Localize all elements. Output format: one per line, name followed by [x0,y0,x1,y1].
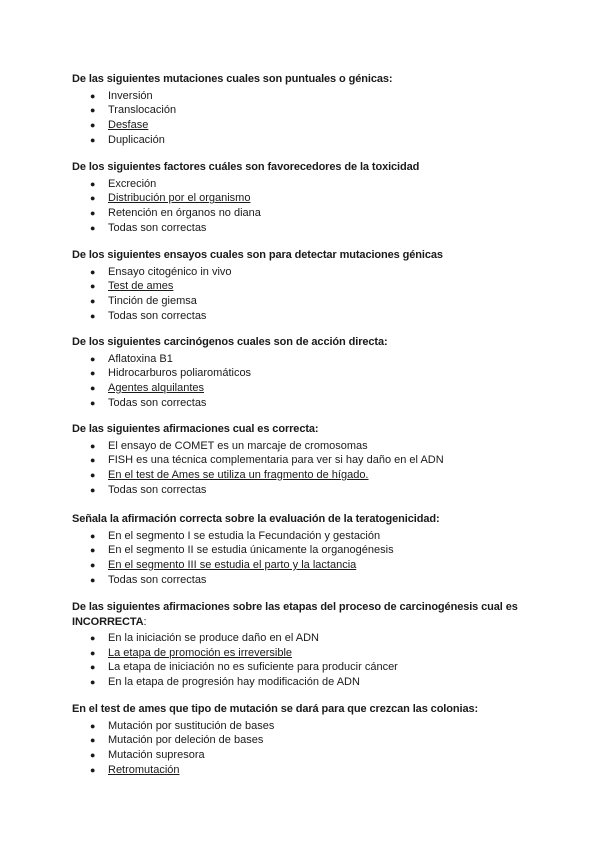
bullet-icon: ● [90,484,96,495]
option-list [72,352,532,411]
question-2 [72,160,532,235]
bullet-icon: ● [90,545,96,556]
option-item [72,543,532,558]
option-list [72,631,532,690]
bullet-icon: ● [90,105,96,116]
option-list [72,265,532,324]
option-item [72,439,532,454]
option-item [72,177,532,192]
option-text: Desfase [108,118,149,131]
bullet-icon: ● [90,469,96,480]
option-item-correct [72,279,532,294]
option-list [72,719,532,778]
question-title-tail: : [143,615,147,628]
option-text: Hidrocarburos poliaromáticos [108,367,252,380]
question-6 [72,512,532,587]
option-text: Agentes alquilantes [108,381,205,394]
option-item-correct [72,558,532,573]
question-title: De los siguientes factores cuáles son favorecedores de la toxicidad [72,161,420,173]
bullet-icon: ● [90,119,96,130]
question-title [72,600,532,629]
question-1 [72,72,532,147]
option-text: Duplicación [108,133,165,146]
bullet-icon: ● [90,735,96,746]
bullet-icon: ● [90,353,96,364]
option-text: Ensayo citogénico in vivo [108,265,232,278]
option-item [72,396,532,411]
bullet-icon: ● [90,207,96,218]
option-item [72,631,532,646]
question-title: De los siguientes carcinógenos cuales son de acción directa: [72,336,388,348]
question-7 [72,600,532,690]
option-item [72,352,532,367]
option-item [72,660,532,675]
option-item [72,294,532,309]
option-text: En el segmento II se estudia únicamente la organogénesis [108,544,394,557]
bullet-icon: ● [90,266,96,277]
option-item [72,675,532,690]
bullet-icon: ● [90,677,96,688]
option-item-correct [72,468,532,483]
option-text: Todas son correctas [108,221,207,234]
option-text: En la etapa de progresión hay modificación de ADN [108,676,360,689]
option-text: Test de ames [108,280,174,293]
option-item [72,573,532,588]
bullet-icon: ● [90,662,96,673]
bullet-icon: ● [90,749,96,760]
option-text: La etapa de iniciación no es suficiente para producir cáncer [108,661,398,674]
option-item [72,748,532,763]
option-text: El ensayo de COMET es un marcaje de cromosomas [108,439,368,452]
option-text: FISH es una técnica complementaria para ver si hay daño en el ADN [108,454,444,467]
option-text: Excreción [108,177,157,190]
option-item [72,453,532,468]
option-text: En el segmento I se estudia la Fecundación y gestación [108,529,381,542]
option-text: Aflatoxina B1 [108,352,173,365]
bullet-icon: ● [90,310,96,321]
bullet-icon: ● [90,720,96,731]
option-item [72,103,532,118]
question-4 [72,335,532,410]
option-item [72,733,532,748]
option-text: En el test de Ames se utiliza un fragmento de hígado. [108,468,369,481]
option-item [72,265,532,280]
option-text: Retromutación [108,763,180,776]
bullet-icon: ● [90,455,96,466]
question-title-text: De las siguientes afirmaciones sobre las etapas del proceso de carcinogénesis cual es INCORRECTA [72,601,518,628]
option-text: Mutación supresora [108,748,205,761]
option-text: La etapa de promoción es irreversible [108,646,293,659]
option-text: Distribución por el organismo [108,192,251,205]
option-item [72,309,532,324]
option-text: Retención en órganos no diana [108,206,261,219]
option-item [72,719,532,734]
bullet-icon: ● [90,281,96,292]
bullet-icon: ● [90,559,96,570]
option-text: Todas son correctas [108,483,207,496]
bullet-icon: ● [90,647,96,658]
option-list [72,439,532,498]
option-text: En la iniciación se produce daño en el ADN [108,632,319,644]
bullet-icon: ● [90,382,96,393]
bullet-icon: ● [90,633,96,643]
bullet-icon: ● [90,397,96,408]
question-title: Señala la afirmación correcta sobre la evaluación de la teratogenicidad: [72,513,440,525]
question-title: De los siguientes ensayos cuales son para detectar mutaciones génicas [72,249,443,261]
option-item [72,206,532,221]
option-item-correct [72,191,532,206]
question-title: De las siguientes mutaciones cuales son puntuales o génicas: [72,73,393,85]
option-text: Todas son correctas [108,309,207,322]
question-8 [72,702,532,777]
option-item [72,366,532,381]
bullet-icon: ● [90,222,96,233]
option-item-correct [72,381,532,396]
bullet-icon: ● [90,134,96,145]
bullet-icon: ● [90,368,96,379]
option-text: Translocación [108,104,177,117]
bullet-icon: ● [90,530,96,541]
option-list [72,529,532,588]
option-item-correct [72,763,532,778]
option-item-correct [72,646,532,661]
option-item [72,89,532,104]
option-text: Tinción de giemsa [108,294,197,307]
option-item [72,133,532,148]
option-text: Inversión [108,89,153,102]
option-list [72,89,532,148]
option-item [72,483,532,498]
bullet-icon: ● [90,440,96,451]
option-text: En el segmento III se estudia el parto y la lactancia [108,558,357,571]
option-list [72,177,532,236]
question-5 [72,422,532,497]
option-text: Mutación por deleción de bases [108,734,264,747]
option-item-correct [72,118,532,133]
bullet-icon: ● [90,764,96,775]
option-text: Mutación por sustitución de bases [108,719,275,732]
question-title: De las siguientes afirmaciones cual es correcta: [72,423,319,435]
option-item [72,529,532,544]
question-3 [72,248,532,323]
bullet-icon: ● [90,193,96,204]
bullet-icon: ● [90,295,96,306]
bullet-icon: ● [90,90,96,101]
option-text: Todas son correctas [108,573,207,586]
option-item [72,221,532,236]
option-text: Todas son correctas [108,396,207,409]
bullet-icon: ● [90,178,96,189]
question-title: En el test de ames que tipo de mutación se dará para que crezcan las colonias: [72,703,479,715]
bullet-icon: ● [90,574,96,585]
